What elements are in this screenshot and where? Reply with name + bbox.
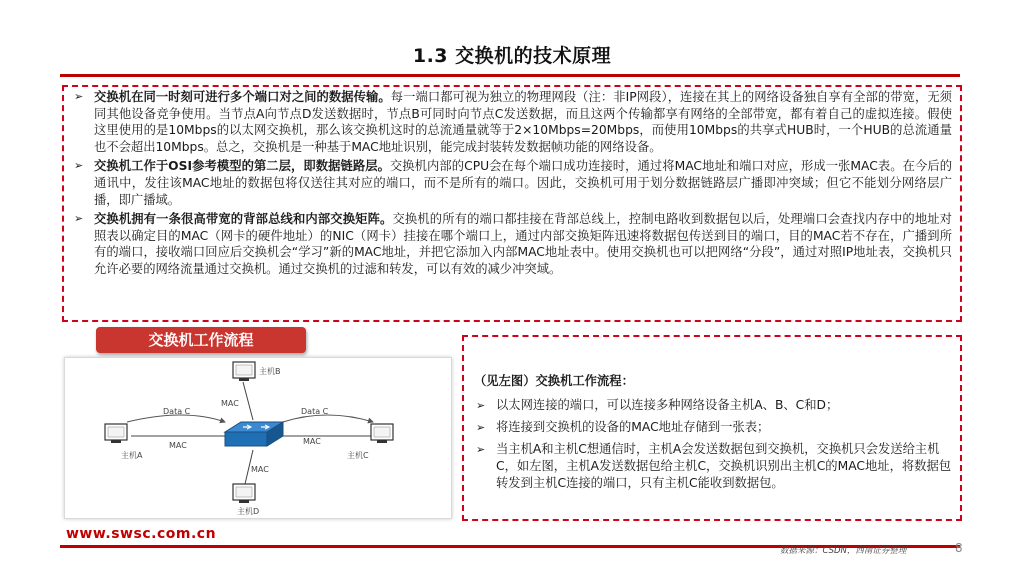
data-source-note: 数据来源：CSDN，西南证券整理 [780, 546, 907, 556]
website-url[interactable]: www.swsc.com.cn [66, 526, 217, 542]
bullet-lead: 交换机拥有一条很高带宽的背部总线和内部交换矩阵。 [94, 212, 393, 227]
host-b-label: 主机B [259, 367, 281, 376]
workflow-item [474, 419, 952, 436]
workflow-item [474, 397, 952, 414]
workflow-item-text: 以太网连接的端口，可以连接多种网络设备主机A、B、C和D； [496, 398, 839, 412]
mac-label-b: MAC [221, 399, 239, 408]
workflow-item [474, 441, 952, 492]
technical-principles-box [62, 85, 962, 322]
workflow-item-text: 当主机A和主机C想通信时，主机A会发送数据包到交换机，交换机只会发送给主机C，如左图，主机A发送数据包给主机C，交换机识别出主机C的MAC地址，将数据包转发到主机C连接的端口，只有主机C能收到数据包。 [496, 442, 952, 490]
host-d-label: 主机D [237, 507, 260, 516]
mac-label-a: MAC [169, 441, 187, 450]
host-d-computer-icon [233, 484, 255, 503]
switch-workflow-diagram [64, 357, 452, 519]
bullet-item [70, 158, 952, 208]
data-c-label-left: Data C [163, 407, 191, 416]
page-number: 8 [955, 541, 963, 555]
host-a-computer-icon [105, 424, 127, 443]
page-title: 1.3 交换机的技术原理 [412, 45, 612, 67]
title-divider [60, 74, 960, 77]
arrow-bullet-icon: ➢ [476, 399, 486, 412]
workflow-badge: 交换机工作流程 [96, 327, 306, 353]
bullet-item [70, 89, 952, 155]
arrow-bullet-icon: ➢ [476, 421, 486, 434]
host-c-label: 主机C [347, 451, 369, 460]
workflow-description-box [462, 335, 962, 521]
network-diagram-svg [65, 358, 451, 518]
host-a-label: 主机A [121, 451, 143, 460]
workflow-item-text: 将连接到交换机的设备的MAC地址存储到一张表； [496, 420, 770, 434]
bullet-lead: 交换机在同一时刻可进行多个端口对之间的数据传输。 [94, 90, 391, 104]
link-line-b [243, 382, 253, 420]
arrow-bullet-icon: ➢ [74, 90, 84, 103]
arrow-bullet-icon: ➢ [476, 443, 486, 456]
arrow-bullet-icon: ➢ [74, 212, 84, 226]
host-b-computer-icon [233, 362, 255, 381]
data-c-arrow-right [283, 415, 373, 422]
bullet-text: 交换机内部的CPU会在每个端口成功连接时，通过将MAC地址和端口对应，形成一张MAC表。在今后的通讯中，发往该MAC地址的数据包将仅送往其对应的端口，而不是所有的端口。因此，交换机可用于划分数据链路层广播即冲突域；但它不能划分网络层广播，即广播域。 [94, 159, 952, 207]
data-c-arrow-left [127, 415, 225, 422]
switch-icon [225, 422, 283, 446]
host-c-computer-icon [371, 424, 393, 443]
bullet-text: 交换机的所有的端口都挂接在背部总线上，控制电路收到数据包以后，处理端口会查找内存中的地址对照表以确定目的MAC（网卡的硬件地址）的NIC（网卡）挂接在哪个端口上，通过内部交换矩阵迅速将数据包传送到目的端口，目的MAC若不存在，广播到所有的端口，接收端口回应后交换机会“学习”新的MAC地址，并把它添加入内部MAC地址表中。使用交换机也可以把网络“分段”，通过对照IP地址表，交换机只允许必要的网络流量通过交换机。通过交换机的过滤和转发，可以有效的减少冲突域。 [94, 212, 952, 276]
bullet-lead: 交换机工作于OSI参考模型的第二层，即数据链路层。 [94, 159, 390, 174]
mac-label-c: MAC [303, 437, 321, 446]
bullet-item [70, 211, 952, 277]
mac-label-d: MAC [251, 465, 269, 474]
data-c-label-right: Data C [301, 407, 329, 416]
workflow-heading: （见左图）交换机工作流程： [474, 374, 634, 388]
bullet-text: 每一端口都可视为独立的物理网段（注：非IP网段），连接在其上的网络设备独自享有全部的带宽，无须同其他设备竞争使用。当节点A向节点D发送数据时，节点B可同时向节点C发送数据，而且这两个传输都享有网络的全部带宽，都有着自己的虚拟连接。假使这里使用的是10Mbps的以太网交换机，那么该交换机这时的总流通量就等于2×10Mbps=20Mbps，而使用10Mbps的共享式HUB时，一个HUB的总流通量也不会超出10Mbps。总之，交换机是一种基于MAC地址识别，能完成封装转发数据帧功能的网络设备。 [94, 90, 952, 154]
arrow-bullet-icon: ➢ [74, 159, 84, 173]
